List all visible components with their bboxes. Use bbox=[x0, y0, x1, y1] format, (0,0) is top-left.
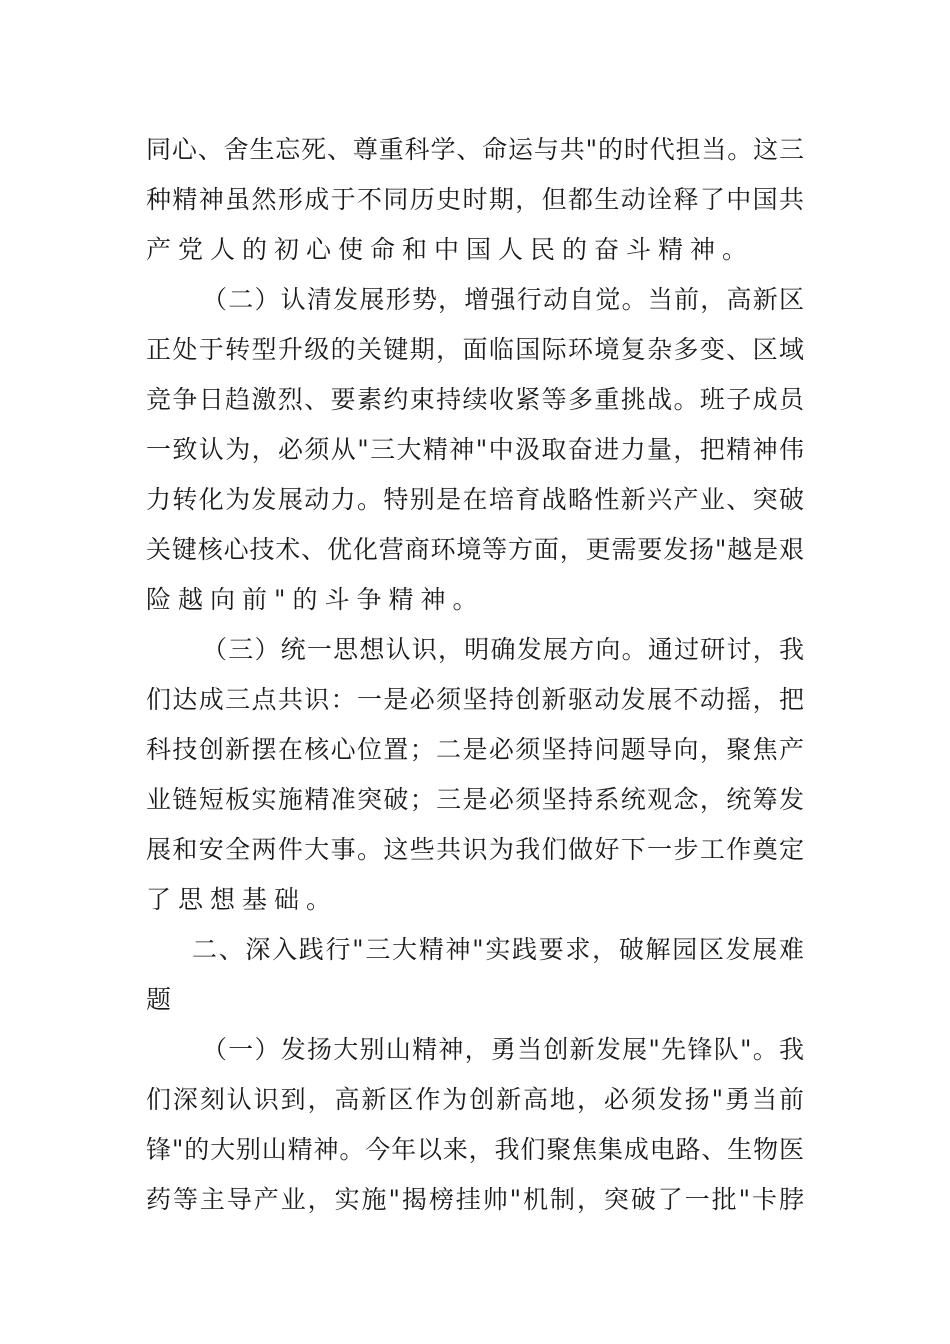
paragraph-line: 了思想基础。 bbox=[146, 885, 339, 914]
paragraph-line: （二）认清发展形势，增强行动自觉。当前，高新区 bbox=[202, 285, 806, 314]
paragraph-line: 关键核心技术、优化营商环境等方面，更需要发扬"越是艰 bbox=[146, 535, 805, 564]
paragraph-line: （三）统一思想认识，明确发展方向。通过研讨，我 bbox=[202, 635, 806, 664]
paragraph-line: 们深刻认识到，高新区作为创新高地，必须发扬"勇当前 bbox=[146, 1085, 806, 1114]
paragraph-line: 锋"的大别山精神。今年以来，我们聚焦集成电路、生物医 bbox=[146, 1135, 805, 1164]
section-heading: 二、深入践行"三大精神"实践要求，破解园区发展难 bbox=[192, 935, 806, 964]
paragraph-line: 险越向前"的斗争精神。 bbox=[146, 585, 485, 614]
paragraph-line: 们达成三点共识：一是必须坚持创新驱动发展不动摇，把 bbox=[146, 685, 806, 714]
paragraph-line: 展和安全两件大事。这些共识为我们做好下一步工作奠定 bbox=[146, 835, 806, 864]
paragraph-line: 业链短板实施精准突破；三是必须坚持系统观念，统筹发 bbox=[146, 785, 806, 814]
paragraph-line: （一）发扬大别山精神，勇当创新发展"先锋队"。我 bbox=[202, 1035, 806, 1064]
paragraph-line: 药等主导产业，实施"揭榜挂帅"机制，突破了一批"卡脖 bbox=[146, 1185, 806, 1214]
paragraph-line: 竞争日趋激烈、要素约束持续收紧等多重挑战。班子成员 bbox=[146, 385, 806, 414]
paragraph-line: 同心、舍生忘死、尊重科学、命运与共"的时代担当。这三 bbox=[146, 135, 805, 164]
paragraph-line: 一致认为，必须从"三大精神"中汲取奋进力量，把精神伟 bbox=[146, 435, 806, 464]
paragraph-line: 产党人的初心使命和中国人民的奋斗精神。 bbox=[146, 235, 755, 264]
section-heading: 题 bbox=[146, 985, 179, 1014]
paragraph-line: 种精神虽然形成于不同历史时期，但都生动诠释了中国共 bbox=[146, 185, 806, 214]
paragraph-line: 正处于转型升级的关键期，面临国际环境复杂多变、区域 bbox=[146, 335, 806, 364]
paragraph-line: 力转化为发展动力。特别是在培育战略性新兴产业、突破 bbox=[146, 485, 806, 514]
paragraph-line: 科技创新摆在核心位置；二是必须坚持问题导向，聚焦产 bbox=[146, 735, 806, 764]
